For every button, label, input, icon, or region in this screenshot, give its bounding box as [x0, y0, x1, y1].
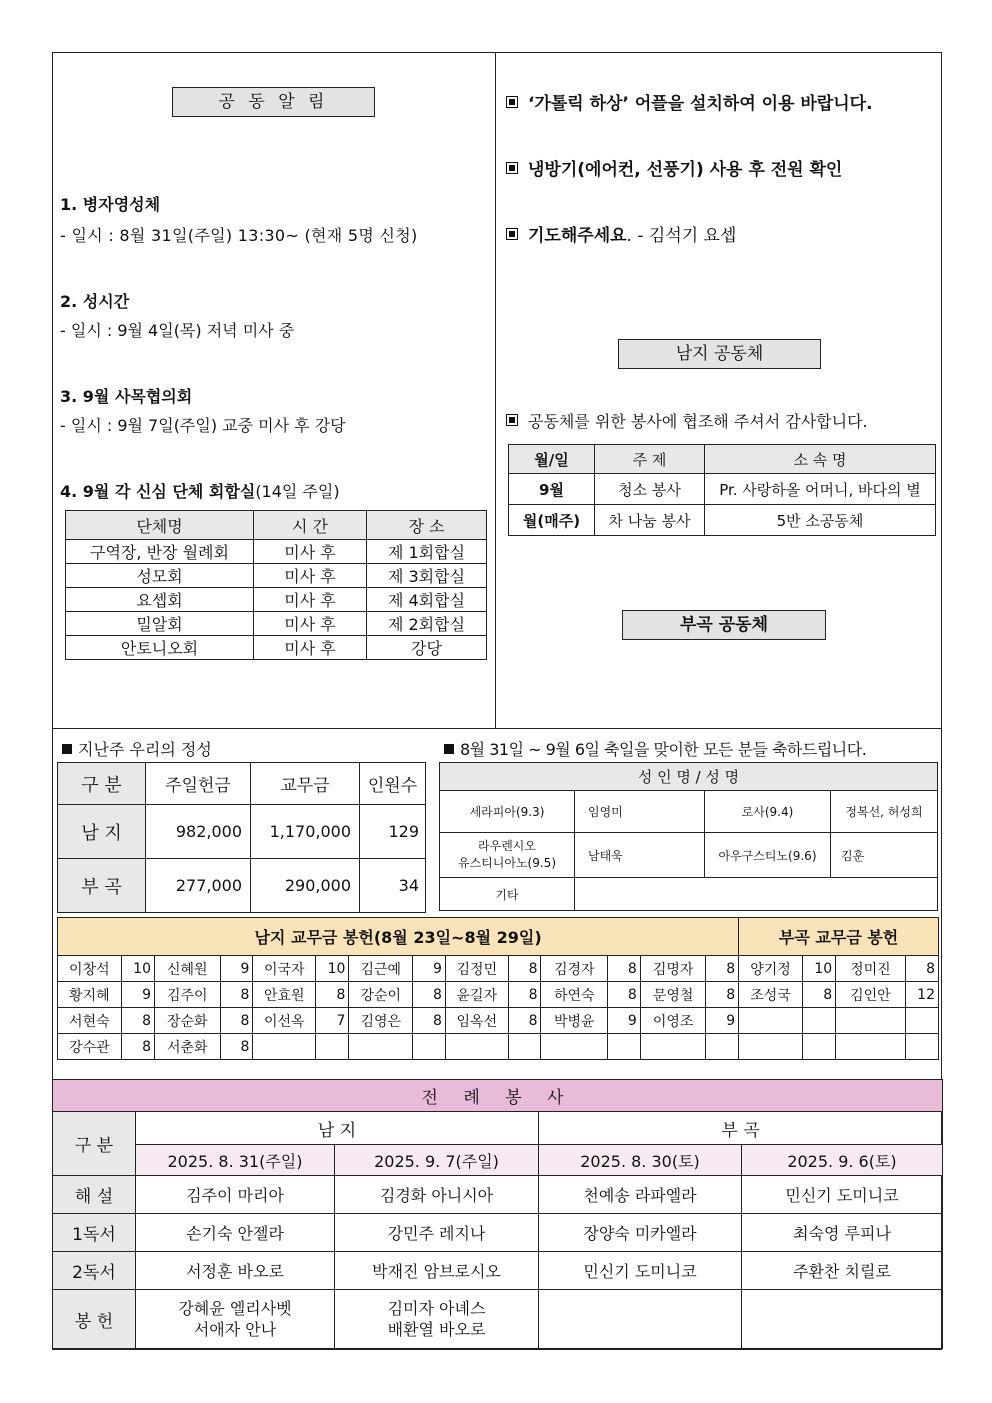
meeting-cell: 미사 후	[254, 540, 367, 564]
table-row	[440, 791, 938, 833]
feast-cell: 남태욱	[575, 833, 705, 878]
dues-amount-cell: 8	[220, 1034, 253, 1060]
offering-cell: 290,000	[251, 859, 360, 913]
table-row	[440, 833, 938, 878]
dues-name-cell: 서현숙	[58, 1008, 122, 1034]
dues-amount-cell: 9	[608, 1008, 641, 1034]
dues-amount-cell: 9	[706, 1008, 739, 1034]
dues-amount-cell	[802, 1008, 835, 1034]
liturgy-role: 봉 헌	[53, 1290, 136, 1349]
dues-table	[57, 917, 939, 1060]
liturgy-date: 2025. 8. 31(주일)	[136, 1145, 335, 1176]
dues-name-cell: 장순화	[155, 1008, 221, 1034]
dues-name-cell: 김영은	[349, 1008, 413, 1034]
service-header-group: 소 속 명	[705, 445, 936, 474]
liturgy-cell: 최숙영 루피나	[742, 1214, 943, 1252]
dues-amount-cell	[316, 1034, 349, 1060]
dues-amount-cell: 8	[608, 982, 641, 1008]
table-row	[53, 1252, 943, 1290]
dues-amount-cell	[706, 1034, 739, 1060]
dues-amount-cell: 8	[608, 956, 641, 982]
dues-name-cell: 양기정	[739, 956, 803, 982]
table-row	[53, 1176, 943, 1214]
offering-table	[57, 762, 426, 913]
offering-cell: 1,170,000	[251, 805, 360, 859]
liturgy-cell: 천예송 라파엘라	[539, 1176, 742, 1214]
dues-name-cell: 강순이	[349, 982, 413, 1008]
dues-amount-cell: 8	[508, 1008, 541, 1034]
offering-cell: 34	[360, 859, 426, 913]
dues-amount-cell: 8	[220, 982, 253, 1008]
meeting-cell: 밀알회	[66, 612, 254, 636]
table-row	[509, 474, 936, 505]
liturgy-cell: 손기숙 안젤라	[136, 1214, 335, 1252]
liturgy-gubun: 구 분	[53, 1112, 136, 1176]
dues-amount-cell: 8	[413, 1008, 446, 1034]
liturgy-title: 전 례 봉 사	[53, 1080, 943, 1112]
service-header-topic: 주 제	[595, 445, 705, 474]
meeting-cell: 미사 후	[254, 588, 367, 612]
offering-cell: 남 지	[58, 805, 146, 859]
dues-name-cell: 서춘화	[155, 1034, 221, 1060]
meeting-cell: 요셉회	[66, 588, 254, 612]
dues-amount-cell: 8	[706, 982, 739, 1008]
liturgy-cell: 김주이 마리아	[136, 1176, 335, 1214]
table-row	[58, 1008, 939, 1034]
meeting-cell: 강당	[367, 636, 487, 660]
feast-cell-empty	[575, 878, 938, 911]
offering-cell: 277,000	[146, 859, 251, 913]
meeting-cell: 미사 후	[254, 636, 367, 660]
meeting-header-time: 시 간	[254, 511, 367, 540]
dues-amount-cell: 8	[905, 956, 938, 982]
dues-amount-cell: 9	[121, 982, 154, 1008]
black-square-icon	[62, 744, 72, 754]
liturgy-bugok: 부 곡	[539, 1112, 943, 1145]
dues-name-cell	[836, 1008, 905, 1034]
feast-cell: 아우구스티노(9.6)	[705, 833, 831, 878]
liturgy-offer-line: 김미자 아녜스	[387, 1299, 486, 1318]
namji-thanks-text: 공동체를 위한 봉사에 협조해 주셔서 감사합니다.	[528, 412, 868, 431]
square-bullet-icon	[506, 228, 518, 240]
liturgy-cell: 강민주 레지나	[335, 1214, 539, 1252]
meeting-cell: 구역장, 반장 월례회	[66, 540, 254, 564]
feast-saint-line: 유스티니아노(9.5)	[458, 856, 556, 870]
table-row	[58, 956, 939, 982]
dues-name-cell	[253, 1034, 316, 1060]
dues-amount-cell: 8	[121, 1008, 154, 1034]
notice-3-heading: 3. 9월 사목협의회	[60, 387, 193, 406]
table-row	[66, 564, 487, 588]
right-notice-1	[506, 89, 873, 114]
liturgy-namji: 남 지	[136, 1112, 539, 1145]
liturgy-date: 2025. 9. 6(토)	[742, 1145, 943, 1176]
dues-amount-cell	[608, 1034, 641, 1060]
dues-name-cell: 김정민	[445, 956, 508, 982]
service-cell: Pr. 사랑하올 어머니, 바다의 별	[705, 474, 936, 505]
dues-name-cell: 이선옥	[253, 1008, 316, 1034]
service-cell: 차 나눔 봉사	[595, 505, 705, 536]
dues-amount-cell: 10	[121, 956, 154, 982]
dues-amount-cell: 8	[508, 956, 541, 982]
liturgy-cell: 김경화 아니시아	[335, 1176, 539, 1214]
notice-1-detail: - 일시 : 8월 31일(주일) 13:30~ (현재 5명 신청)	[60, 226, 418, 245]
feast-cell: 기타	[440, 878, 575, 911]
dues-name-cell: 황지혜	[58, 982, 122, 1008]
dues-name-cell: 김근예	[349, 956, 413, 982]
table-row	[440, 878, 938, 911]
meeting-cell: 안토니오회	[66, 636, 254, 660]
feast-cell	[440, 833, 575, 878]
dues-name-cell	[541, 1034, 608, 1060]
offering-cell: 129	[360, 805, 426, 859]
notice-1-heading: 1. 병자영성체	[60, 195, 161, 214]
namji-service-table	[508, 444, 936, 536]
dues-amount-cell: 12	[905, 982, 938, 1008]
dues-amount-cell: 9	[413, 956, 446, 982]
dues-amount-cell: 9	[220, 956, 253, 982]
namji-dues-title: 남지 교무금 봉헌(8월 23일~8월 29일)	[58, 918, 739, 956]
liturgy-cell: 민신기 도미니코	[539, 1252, 742, 1290]
liturgy-offer-line: 강혜윤 엘리사벳	[178, 1299, 292, 1318]
bugok-community-title: 부곡 공동체	[622, 610, 826, 640]
dues-name-cell: 김인안	[836, 982, 905, 1008]
feast-cell: 세라피아(9.3)	[440, 791, 575, 833]
table-row	[58, 982, 939, 1008]
dues-name-cell: 김주이	[155, 982, 221, 1008]
service-header-date: 월/일	[509, 445, 595, 474]
dues-amount-cell	[413, 1034, 446, 1060]
notice-4-heading-bold: 4. 9월 각 신심 단체 회합실	[60, 482, 256, 501]
liturgy-cell: 박재진 암브로시오	[335, 1252, 539, 1290]
notice-4-heading	[60, 479, 340, 502]
dues-amount-cell: 8	[413, 982, 446, 1008]
dues-name-cell: 이창석	[58, 956, 122, 982]
feast-title	[444, 737, 866, 760]
table-row	[509, 505, 936, 536]
offering-title-text: 지난주 우리의 정성	[78, 740, 212, 759]
offering-header-count: 인원수	[360, 763, 426, 805]
service-cell: 5반 소공동체	[705, 505, 936, 536]
dues-name-cell: 정미진	[836, 956, 905, 982]
meeting-header-group: 단체명	[66, 511, 254, 540]
dues-amount-cell: 8	[802, 982, 835, 1008]
liturgy-role: 해 설	[53, 1176, 136, 1214]
liturgy-offer-line: 배환열 바오로	[387, 1320, 486, 1339]
right-notice-2-text: 냉방기(에어컨, 선풍기) 사용 후 전원 확인	[528, 160, 843, 180]
dues-amount-cell: 8	[220, 1008, 253, 1034]
meeting-cell: 미사 후	[254, 612, 367, 636]
liturgy-date: 2025. 9. 7(주일)	[335, 1145, 539, 1176]
liturgy-cell-empty	[539, 1290, 742, 1349]
dues-name-cell: 김경자	[541, 956, 608, 982]
meeting-cell: 제 3회합실	[367, 564, 487, 588]
feast-table	[439, 762, 938, 911]
dues-amount-cell: 8	[121, 1034, 154, 1060]
dues-name-cell: 이영조	[640, 1008, 706, 1034]
feast-cell: 김훈	[831, 833, 938, 878]
dues-name-cell: 하연숙	[541, 982, 608, 1008]
liturgy-cell	[136, 1290, 335, 1349]
dues-name-cell: 신혜원	[155, 956, 221, 982]
table-row	[58, 805, 426, 859]
square-bullet-icon	[506, 162, 518, 174]
liturgy-cell	[335, 1290, 539, 1349]
dues-amount-cell: 8	[316, 982, 349, 1008]
dues-amount-cell: 7	[316, 1008, 349, 1034]
meeting-cell: 성모회	[66, 564, 254, 588]
notice-2-detail: - 일시 : 9월 4일(목) 저녁 미사 중	[60, 321, 295, 340]
meeting-header-place: 장 소	[367, 511, 487, 540]
meeting-cell: 제 4회합실	[367, 588, 487, 612]
offering-header-dues: 교무금	[251, 763, 360, 805]
table-row	[58, 859, 426, 913]
service-cell: 청소 봉사	[595, 474, 705, 505]
dues-name-cell: 강수관	[58, 1034, 122, 1060]
namji-thanks	[506, 409, 868, 432]
meeting-cell: 미사 후	[254, 564, 367, 588]
service-cell: 월(매주)	[509, 505, 595, 536]
dues-name-cell	[640, 1034, 706, 1060]
notice-2-heading: 2. 성시간	[60, 292, 130, 311]
dues-name-cell	[445, 1034, 508, 1060]
dues-amount-cell	[802, 1034, 835, 1060]
offering-header-sunday: 주일헌금	[146, 763, 251, 805]
table-row	[66, 636, 487, 660]
dues-name-cell: 안효원	[253, 982, 316, 1008]
dues-amount-cell: 10	[316, 956, 349, 982]
dues-amount-cell: 10	[802, 956, 835, 982]
feast-header: 성 인 명 / 성 명	[440, 763, 938, 791]
dues-name-cell: 조성국	[739, 982, 803, 1008]
dues-amount-cell	[508, 1034, 541, 1060]
liturgy-cell: 주환찬 치릴로	[742, 1252, 943, 1290]
liturgy-cell-empty	[742, 1290, 943, 1349]
dues-name-cell: 문영철	[640, 982, 706, 1008]
liturgy-offer-line: 서애자 안나	[193, 1320, 277, 1339]
dues-amount-cell: 8	[508, 982, 541, 1008]
dues-name-cell: 김명자	[640, 956, 706, 982]
liturgy-table	[52, 1079, 943, 1349]
feast-cell: 로사(9.4)	[705, 791, 831, 833]
namji-community-title: 남지 공동체	[618, 339, 821, 369]
right-notice-2	[506, 155, 842, 180]
liturgy-cell: 서정훈 바오로	[136, 1252, 335, 1290]
table-row	[66, 612, 487, 636]
top-divider	[495, 52, 496, 729]
notices-title: 공 동 알 림	[172, 87, 375, 117]
dues-name-cell: 임옥선	[445, 1008, 508, 1034]
offering-title	[62, 737, 212, 760]
dues-name-cell: 윤길자	[445, 982, 508, 1008]
feast-cell: 정복선, 허성희	[831, 791, 938, 833]
notice-4-heading-rest: (14일 주일)	[255, 482, 340, 501]
right-notice-1-text: ‘가톨릭 하상’ 어플을 설치하여 이용 바랍니다.	[528, 94, 873, 114]
dues-name-cell	[836, 1034, 905, 1060]
dues-amount-cell	[905, 1034, 938, 1060]
square-bullet-icon	[506, 414, 518, 426]
offering-cell: 부 곡	[58, 859, 146, 913]
liturgy-role: 2독서	[53, 1252, 136, 1290]
table-row	[53, 1214, 943, 1252]
liturgy-date: 2025. 8. 30(토)	[539, 1145, 742, 1176]
meeting-cell: 제 2회합실	[367, 612, 487, 636]
dues-name-cell	[739, 1034, 803, 1060]
black-square-icon	[444, 744, 454, 754]
offering-header-gubun: 구 분	[58, 763, 146, 805]
offering-cell: 982,000	[146, 805, 251, 859]
liturgy-cell: 장양숙 미카엘라	[539, 1214, 742, 1252]
bugok-dues-title: 부곡 교무금 봉헌	[739, 918, 939, 956]
notice-3-detail: - 일시 : 9월 7일(주일) 교중 미사 후 강당	[60, 416, 346, 435]
liturgy-cell: 민신기 도미니코	[742, 1176, 943, 1214]
service-cell: 9월	[509, 474, 595, 505]
dues-amount-cell	[905, 1008, 938, 1034]
right-notice-3-bold: 기도해주세요	[528, 226, 627, 246]
dues-amount-cell: 8	[706, 956, 739, 982]
dues-name-cell	[739, 1008, 803, 1034]
dues-name-cell: 이국자	[253, 956, 316, 982]
table-row	[66, 540, 487, 564]
table-row	[53, 1290, 943, 1349]
right-notice-3	[506, 221, 736, 246]
right-notice-3-rest: . - 김석기 요셉	[626, 226, 737, 246]
dues-name-cell	[349, 1034, 413, 1060]
feast-saint-line: 라우렌시오	[478, 839, 536, 853]
feast-title-text: 8월 31일 ~ 9월 6일 축일을 맞이한 모든 분들 축하드립니다.	[460, 740, 867, 759]
meeting-room-table	[65, 510, 487, 660]
table-row	[66, 588, 487, 612]
section-divider-1	[52, 728, 942, 729]
table-row	[58, 1034, 939, 1060]
meeting-cell: 제 1회합실	[367, 540, 487, 564]
liturgy-role: 1독서	[53, 1214, 136, 1252]
square-bullet-icon	[506, 96, 518, 108]
feast-cell: 임영미	[575, 791, 705, 833]
dues-name-cell: 박병윤	[541, 1008, 608, 1034]
